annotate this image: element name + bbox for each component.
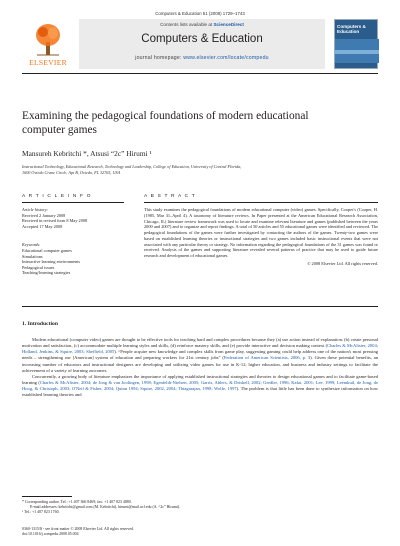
doi-line[interactable]: doi:10.1016/j.compedu.2008.05.004 bbox=[22, 532, 79, 537]
history-revised: Received in revised form 8 May 2008 bbox=[22, 218, 88, 224]
abstract-heading: A B S T R A C T bbox=[144, 194, 378, 203]
intro-p1-text-b: ). “People acquire new knowledge and complex skills from game play, suggesting gaming could help address one of the nation's most pressing needs – strengthening our [American] system of education and preparing workers for 21st century jobs” ( bbox=[22, 349, 378, 361]
intro-p1-text-a: Modern educational (computer video) games are thought to be effective tools for teaching hard and complex procedures because they (a) use action instead of explanation, (b) create personal motivation and satisfaction, (c) accommodate multiple learning styles and skills, (d) reinforce mastery skills, and (e) provide interactive and decision making context ( bbox=[22, 337, 378, 349]
history-received: Received 2 January 2008 bbox=[22, 212, 66, 218]
cover-stripe bbox=[335, 50, 379, 54]
intro-paragraph-1 bbox=[22, 337, 378, 374]
introduction-body bbox=[22, 337, 378, 399]
journal-masthead bbox=[22, 19, 378, 74]
running-head: Computers & Education 51 (2008) 1729–1743 bbox=[155, 11, 245, 16]
intro-paragraph-2 bbox=[22, 374, 378, 399]
publisher-logo-text: ELSEVIER bbox=[29, 58, 67, 67]
article-authors: Mansureh Kebritchi *, Atsusi “2c” Hirumi ¹ bbox=[22, 149, 152, 158]
abstract-column bbox=[144, 194, 378, 266]
copyright-notice: © 2008 Elsevier Ltd. All rights reserved. bbox=[307, 260, 378, 266]
keyword-item: Simulations bbox=[22, 253, 43, 259]
tree-logo-icon bbox=[34, 22, 62, 56]
issn-line: 0360-1315/$ - see front matter © 2008 Elsevier Ltd. All rights reserved. bbox=[22, 527, 134, 531]
article-title: Examining the pedagogical foundations of modern educational computer games bbox=[22, 110, 309, 136]
citation-link[interactable]: Federation of American Scientists, 2006, p. 3 bbox=[223, 355, 311, 361]
footnotes bbox=[22, 496, 378, 516]
contents-prefix: Contents lists available at bbox=[160, 22, 214, 27]
keyword-item: Teaching/learning strategies bbox=[22, 270, 71, 276]
sciencedirect-link[interactable]: ScienceDirect bbox=[213, 22, 244, 27]
keyword-item: Pedagogical issues bbox=[22, 264, 55, 270]
corresponding-author-note: * Corresponding author. Tel.: +1 407 366 8469; fax: +1 407 823 4880. bbox=[22, 500, 132, 504]
keywords bbox=[22, 242, 124, 276]
journal-homepage-line bbox=[79, 55, 325, 61]
history-accepted: Accepted 17 May 2008 bbox=[22, 223, 63, 229]
intro-p2-text-a: Concurrently, a growing body of literature emphasizes the importance of applying established instructional strategies and theories to design educational games and to facilitate game-based learning ( bbox=[22, 373, 378, 386]
journal-cover-thumbnail bbox=[334, 19, 378, 69]
author-phone-note: ¹ Tel.: +1 407 823 1760. bbox=[22, 510, 60, 515]
history-label: Article history: bbox=[22, 207, 49, 212]
citation-link[interactable]: Charles & McAlister, 2004; Holland, Jenkins, & Squire, 2003; Sheffield, 2005 bbox=[22, 343, 378, 355]
journal-banner bbox=[79, 19, 325, 69]
abstract-text: This study examines the pedagogical foundations of modern educational computer (video) games. Specifically, Cooper's (Cooper, H. (1985, Mar 31–April 4). A taxonomy of literature reviews. In Paper presented at the American Educational Research Association, Chicago, IL) literature review framework was used to locate and examine relevant literature and games (published between the years 2000 and 2007) and to organize and report findings. A total of 50 articles and 55 educational games were identified and reviewed. The pedagogical foundations of the games were further investigated by contacting the authors of the games. Twenty-two games were based on established learning theories or instructional strategies and two games included basic instructional events that were not associated with any particular theory or strategy. No information regarding the pedagogical foundations of the 31 games was found or received. Analysis of the games and supporting literature revealed several patterns of practice that may be used to guide future research and development of educational games. bbox=[144, 207, 378, 258]
author-affiliation bbox=[22, 164, 378, 176]
introduction-heading: 1. Introduction bbox=[22, 321, 58, 327]
keyword-item: Interactive learning environments bbox=[22, 259, 80, 265]
contents-line bbox=[79, 22, 325, 27]
homepage-link[interactable]: www.elsevier.com/locate/compedu bbox=[183, 55, 269, 61]
article-info-column bbox=[22, 194, 124, 276]
intro-p1-text-d: ). Given these potential benefits, an increasing number of educators and instructional designers are developing and utilizing video games for use in K-12, higher education, and business and industry settings to facilitate the achievement of a variety of learning outcomes. bbox=[22, 355, 379, 373]
elsevier-logo bbox=[22, 19, 74, 69]
cover-title: Computers & Education bbox=[337, 24, 366, 35]
keywords-label: Keywords: bbox=[22, 242, 41, 248]
article-history bbox=[22, 207, 124, 229]
journal-name: Computers & Education bbox=[141, 33, 263, 45]
homepage-prefix: journal homepage: bbox=[135, 55, 184, 61]
email-addresses: E-mail addresses: kebritchi@gmail.com (M. Kebritchi), hirumi@mail.ucf.edu (A. “2c” Hirumi). bbox=[30, 505, 181, 510]
affiliation-line-1: Instructional Technology, Educational Research, Technology and Leadership, College of Education, University of Central Florida, bbox=[22, 164, 242, 169]
keyword-item: Educational computer games bbox=[22, 247, 72, 253]
footnote-rule bbox=[22, 496, 72, 497]
affiliation-line-2: 1600 Oviedo Crane Circle, Apt B, Oviedo, FL 32765, USA bbox=[22, 169, 121, 175]
abstract-bottom-rule bbox=[22, 306, 378, 307]
article-info-heading: A R T I C L E I N F O bbox=[22, 194, 124, 203]
intro-p2-text-b: ). The problem is that little has been done to synthesize information on how established learning theories and bbox=[22, 386, 378, 398]
citation-link[interactable]: Charles & McAlister, 2004; de Jong & van Joolingen, 1998; Egenfeldt-Nielsen, 2005; Garris, Ahlers, & Driskell, 2002; Gredler, 1996; Kafai, 2001; Lee, 1999; Leemkuil, de Jong, de Hoog, & Christoph, 2003; O'Neil & Fisher, 2004; Quinn 1994; Squire, 2002, 2004; Thiagarajan, 1998; Wolfe, 1997 bbox=[22, 380, 378, 392]
article-front-matter bbox=[22, 527, 378, 537]
